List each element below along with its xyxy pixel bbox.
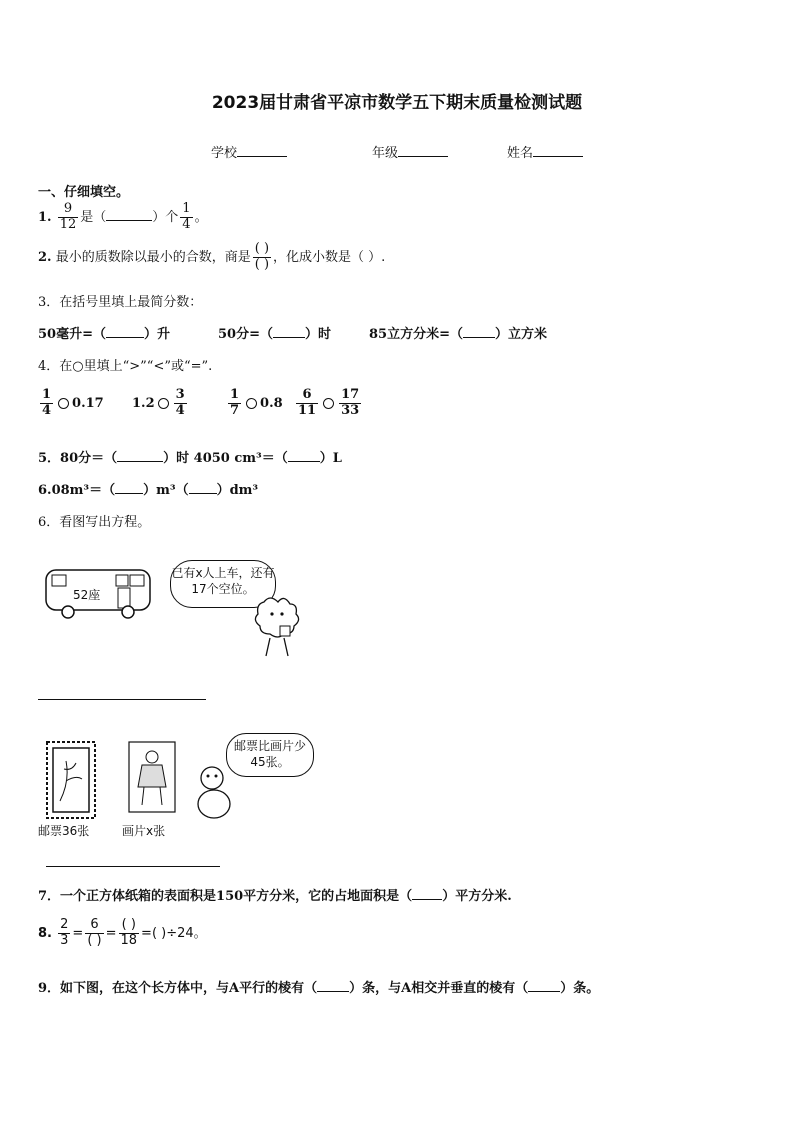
speech-bubble-1: 已有x人上车，还有17个空位。	[170, 560, 276, 608]
q4-item-3: $\frac{1}{7}$ 0.8	[230, 387, 283, 418]
q3-blank-a[interactable]	[106, 337, 144, 338]
q1-fraction-1: $\frac{9}{12}$	[59, 201, 77, 232]
question-6: 6．看图写出方程。	[38, 515, 151, 530]
question-5-line-2: 6.08m³＝（ ）m³（ ）dm³	[38, 483, 259, 498]
q3-blank-c[interactable]	[463, 337, 495, 338]
q4-item-4: $\frac{6}{11}$ $\frac{17}{33}$	[298, 387, 360, 418]
question-5-line-1: 5．80分＝（ ）时 4050 cm³＝（ ）L	[38, 451, 342, 466]
compare-circle[interactable]	[323, 398, 334, 409]
bus-seat-label: 52座	[73, 588, 101, 602]
school-field[interactable]	[211, 142, 287, 161]
q5-blank-1[interactable]	[117, 461, 163, 462]
compare-circle[interactable]	[158, 398, 169, 409]
q1-text-3: 。	[194, 209, 208, 225]
q5-blank-4[interactable]	[189, 493, 217, 494]
question-2	[38, 242, 385, 273]
question-1	[38, 202, 208, 233]
q1-text-2: ）个	[152, 209, 179, 225]
q2-text-1: 最小的质数除以最小的合数，商是	[55, 249, 251, 265]
q5-blank-3[interactable]	[115, 493, 143, 494]
answer-line-1[interactable]	[38, 699, 206, 700]
name-label: 姓名	[507, 146, 534, 161]
question-8: 8. $\frac{2}{3}$ = $\frac{6}{( )}$ = $\frac{( )}{18}$ =( )÷24。	[38, 917, 207, 948]
grade-field[interactable]	[372, 142, 448, 161]
question-4: 4．在○里填上“>”“<”或“=”.	[38, 359, 213, 374]
cabbage-character-icon	[250, 592, 308, 662]
school-label: 学校	[211, 146, 238, 161]
q5-blank-2[interactable]	[288, 461, 320, 462]
q1-text-1: 是（	[80, 209, 107, 225]
q1-fraction-2: $\frac{1}{4}$	[182, 201, 191, 232]
q1-blank[interactable]	[106, 220, 152, 221]
stamp-illustration	[46, 741, 96, 819]
q2-fraction[interactable]: $\frac{( )}{( )}$	[254, 241, 270, 272]
question-3: 3．在括号里填上最简分数：	[38, 295, 203, 310]
picture-caption: 画片x张	[122, 824, 166, 838]
compare-circle[interactable]	[58, 398, 69, 409]
q7-blank[interactable]	[412, 899, 442, 900]
section-heading: 一、仔细填空。	[38, 185, 130, 200]
q4-item-2: 1.2 $\frac{3}{4}$	[132, 387, 185, 418]
question-7: 7．一个正方体纸箱的表面积是150平方分米，它的占地面积是（ ）平方分米.	[38, 889, 512, 904]
q1-number: 1.	[38, 209, 52, 225]
speech-bubble-2: 邮票比画片少45张。	[226, 733, 314, 777]
q8-blank-3[interactable]: ( )	[151, 925, 167, 941]
question-9: 9．如下图，在这个长方体中，与A平行的棱有（ ）条，与A相交并垂直的棱有（ ）条。	[38, 981, 600, 996]
q2-text-2: ，化成小数是（ ）.	[273, 249, 386, 265]
q8-blank-2[interactable]: ( )	[119, 918, 140, 934]
compare-circle[interactable]	[246, 398, 257, 409]
q3-blank-b[interactable]	[273, 337, 305, 338]
stamp-caption: 邮票36张	[38, 824, 90, 838]
q2-number: 2.	[38, 249, 52, 265]
q3-item-a: 50毫升=（ ）升	[38, 327, 170, 342]
gourd-character-icon	[190, 760, 240, 824]
q8-number: 8.	[38, 925, 52, 941]
q9-blank-1[interactable]	[317, 991, 349, 992]
q4-item-1: $\frac{1}{4}$ 0.17	[42, 387, 104, 418]
q9-blank-2[interactable]	[528, 991, 560, 992]
grade-label: 年级	[372, 146, 399, 161]
answer-line-2[interactable]	[46, 866, 220, 867]
q3-item-b: 50分=（ ）时	[218, 327, 331, 342]
q3-item-c: 85立方分米=（ ）立方米	[369, 327, 547, 342]
picture-card-illustration	[128, 741, 176, 813]
page-title: 2023届甘肃省平凉市数学五下期末质量检测试题	[211, 93, 583, 113]
name-field[interactable]	[507, 142, 583, 161]
q8-blank-1[interactable]: ( )	[87, 932, 102, 948]
